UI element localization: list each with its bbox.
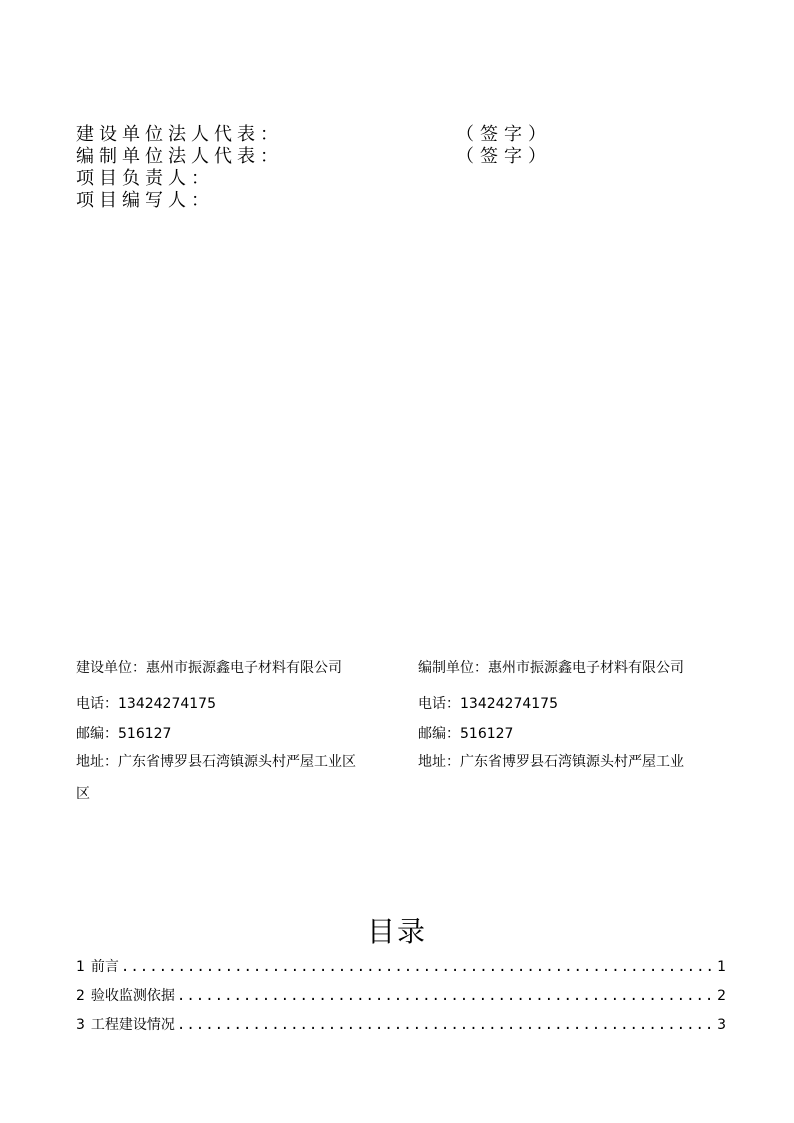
compiler-phone-label: 电话： bbox=[418, 696, 460, 712]
signature-label: 项目编写人： bbox=[76, 190, 214, 211]
toc-entry[interactable] bbox=[76, 956, 726, 985]
builder-address-value: 广东省博罗县石湾镇源头村严屋工业区 bbox=[118, 754, 356, 770]
toc-entry[interactable] bbox=[76, 1014, 726, 1043]
signature-label: 项目负责人： bbox=[76, 168, 214, 189]
compiler-address-label: 地址： bbox=[418, 754, 460, 770]
compiler-phone bbox=[418, 694, 558, 714]
builder-address bbox=[76, 752, 356, 772]
toc-entry-number: 3 bbox=[76, 1017, 85, 1033]
toc-entry-number: 1 bbox=[76, 959, 85, 975]
table-of-contents bbox=[76, 956, 726, 1043]
builder-phone-value: 13424274175 bbox=[118, 696, 216, 712]
signature-row bbox=[76, 146, 756, 168]
signature-note: （签字） bbox=[456, 124, 552, 145]
toc-dot-leader bbox=[177, 1014, 714, 1036]
compiler-phone-value: 13424274175 bbox=[460, 696, 558, 712]
toc-entry-number: 2 bbox=[76, 988, 85, 1004]
compiler-postcode-label: 邮编： bbox=[418, 726, 460, 742]
toc-title: 目录 bbox=[366, 915, 427, 948]
compiler-unit-label: 编制单位： bbox=[418, 660, 488, 676]
builder-unit-label: 建设单位： bbox=[76, 660, 146, 676]
toc-entry-page: 1 bbox=[717, 959, 726, 975]
toc-entry-title: 验收监测依据 bbox=[90, 988, 175, 1004]
compiler-postcode-value: 516127 bbox=[460, 726, 514, 742]
builder-unit bbox=[76, 658, 342, 678]
compiler-address-value: 广东省博罗县石湾镇源头村严屋工业 bbox=[460, 754, 684, 770]
toc-dot-leader bbox=[177, 985, 714, 1007]
toc-entry-title: 前言 bbox=[90, 959, 119, 975]
builder-unit-value: 惠州市振源鑫电子材料有限公司 bbox=[146, 660, 342, 676]
compiler-postcode bbox=[418, 724, 513, 744]
builder-phone-label: 电话： bbox=[76, 696, 118, 712]
toc-entry[interactable] bbox=[76, 985, 726, 1014]
toc-dot-leader bbox=[121, 956, 714, 978]
toc-entry-page: 2 bbox=[717, 988, 726, 1004]
toc-entry-page: 3 bbox=[717, 1017, 726, 1033]
signature-row bbox=[76, 124, 756, 146]
builder-phone bbox=[76, 694, 216, 714]
builder-postcode-label: 邮编： bbox=[76, 726, 118, 742]
builder-postcode bbox=[76, 724, 171, 744]
signature-label: 建设单位法人代表： bbox=[76, 124, 283, 145]
compiler-address bbox=[418, 752, 684, 772]
builder-address-continued: 区 bbox=[76, 786, 90, 802]
signature-row bbox=[76, 190, 756, 212]
builder-address-label: 地址： bbox=[76, 754, 118, 770]
toc-entry-title: 工程建设情况 bbox=[90, 1017, 175, 1033]
signature-row bbox=[76, 168, 756, 190]
compiler-unit bbox=[418, 658, 684, 678]
compiler-unit-value: 惠州市振源鑫电子材料有限公司 bbox=[488, 660, 684, 676]
signature-block bbox=[76, 124, 756, 212]
builder-postcode-value: 516127 bbox=[118, 726, 172, 742]
signature-label: 编制单位法人代表： bbox=[76, 146, 283, 167]
signature-note: （签字） bbox=[456, 146, 552, 167]
